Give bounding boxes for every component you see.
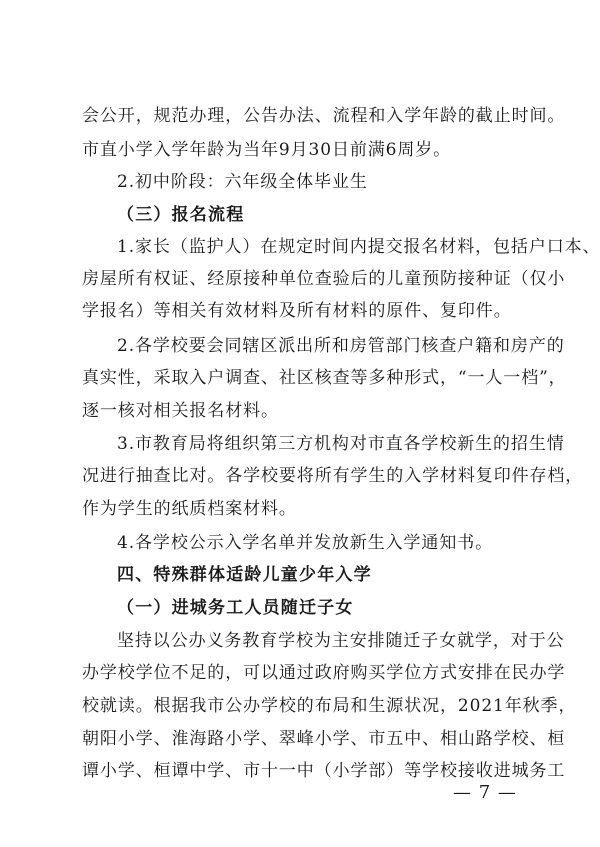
section-heading: （三）报名流程 [117,205,245,225]
text-line: 1.家长（监护人）在规定时间内提交报名材料，包括户口本、 [117,237,600,257]
text-line: 校就读。根据我市公办学校的布局和生源状况，2021年秋季， [82,696,577,716]
text-line: 逐一核对相关报名材料。 [82,401,279,421]
text-line: 2.各学校要会同辖区派出所和房管部门核查户籍和房产的 [117,336,565,356]
text-line: 会公开，规范办理，公告办法、流程和入学年龄的截止时间。 [82,106,566,126]
section-heading: 四、特殊群体适龄儿童少年入学 [117,565,372,585]
text-line: 3.市教育局将组织第三方机构对市直各学校新生的招生情 [117,434,565,454]
text-line: 房屋所有权证、经原接种单位查验后的儿童预防接种证（仅小 [82,269,566,289]
section-heading: （一）进城务工人员随迁子女 [117,598,354,618]
text-line: 学报名）等相关有效材料及所有材料的原件、复印件。 [82,301,512,321]
text-line: 办学校学位不足的，可以通过政府购买学位方式安排在民办学 [82,663,566,683]
text-line: 市直小学入学年龄为当年9月30日前满6周岁。 [82,140,452,160]
text-line: 作为学生的纸质档案材料。 [82,499,297,519]
text-line: 2.初中阶段：六年级全体毕业生 [117,172,368,192]
text-line: 坚持以公办义务教育学校为主安排随迁子女就学，对于公 [117,631,565,651]
text-line: 4.各学校公示入学名单并发放新生入学通知书。 [117,533,494,553]
text-line: 况进行抽查比对。各学校要将所有学生的入学材料复印件存档， [82,466,584,486]
page-number: — 7 — [453,782,517,803]
text-line: 朝阳小学、淮海路小学、翠峰小学、市五中、相山路学校、桓 [82,729,566,749]
text-line: 谭小学、桓谭中学、市十一中（小学部）等学校接收进城务工 [82,761,566,781]
text-line: 真实性，采取入户调查、社区核查等多种形式，“一人一档”， [82,368,567,388]
